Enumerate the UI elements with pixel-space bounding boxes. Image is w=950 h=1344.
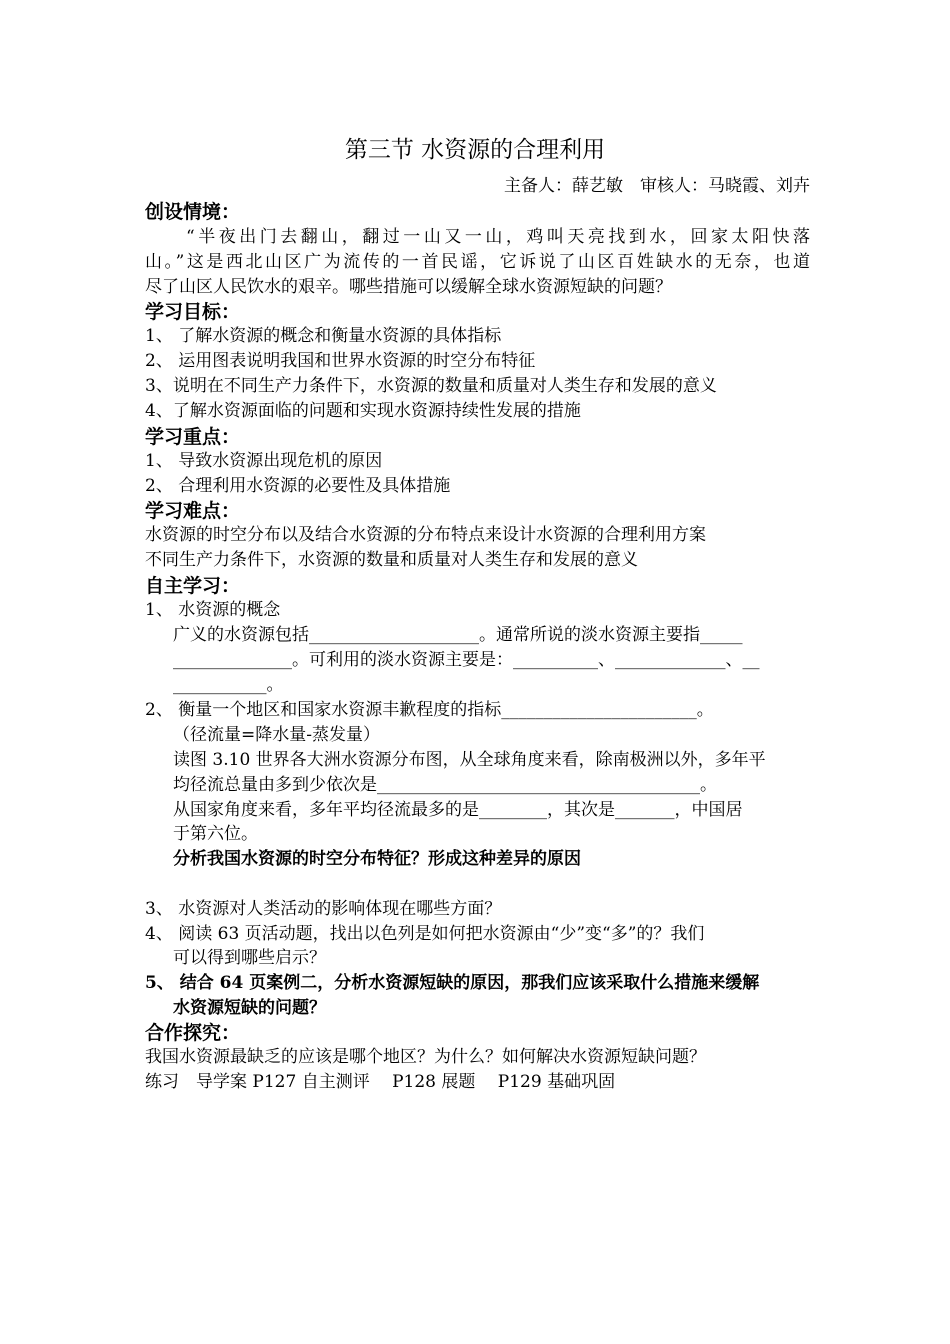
question-2-line-5: 于第六位。 <box>173 824 258 844</box>
question-4-line-2: 可以得到哪些启示？ <box>173 948 326 968</box>
question-2-line-3: 均径流总量由多到少依次是______________________________________。 <box>173 775 717 795</box>
cooperation-question: 我国水资源最缺乏的应该是哪个地区？为什么？如何解决水资源短缺问题？ <box>145 1047 706 1067</box>
question-2-line-4: 从国家角度来看，多年平均径流最多的是________，其次是_______，中国居 <box>173 800 743 820</box>
question-1: 1、 水资源的概念 <box>145 600 281 620</box>
question-5-line-2: 水资源短缺的问题？ <box>173 998 326 1018</box>
section-heading-cooperation: 合作探究： <box>145 1022 241 1044</box>
goal-item-4: 4、了解水资源面临的问题和实现水资源持续性发展的措施 <box>145 401 581 421</box>
question-2-line-2: 读图 3.10 世界各大洲水资源分布图，从全球角度来看，除南极洲以外，多年平 <box>173 750 766 770</box>
section-heading-scenario: 创设情境： <box>145 201 241 223</box>
keypoint-item-2: 2、 合理利用水资源的必要性及具体措施 <box>145 476 451 496</box>
authors-line: 主备人：薛艺敏 审核人：马晓霞、刘卉 <box>504 176 810 196</box>
difficulty-item-2: 不同生产力条件下，水资源的数量和质量对人类生存和发展的意义 <box>145 550 638 570</box>
question-2: 2、 衡量一个地区和国家水资源丰歉程度的指标_______________________。 <box>145 700 714 720</box>
question-2-analysis: 分析我国水资源的时空分布特征？形成这种差异的原因 <box>173 849 581 869</box>
keypoint-item-1: 1、 导致水资源出现危机的原因 <box>145 451 383 471</box>
question-3: 3、 水资源对人类活动的影响体现在哪些方面？ <box>145 899 502 919</box>
page-title: 第三节 水资源的合理利用 <box>344 137 606 163</box>
question-5: 5、 结合 64 页案例二，分析水资源短缺的原因，那我们应该采取什么措施来缓解 <box>145 973 760 993</box>
section-heading-difficulties: 学习难点： <box>145 500 241 522</box>
question-2-line-1: （径流量=降水量-蒸发量） <box>173 725 380 745</box>
question-4: 4、 阅读 63 页活动题，找出以色列是如何把水资源由“少”变“多”的？我们 <box>145 924 705 944</box>
section-heading-selfstudy: 自主学习： <box>145 575 241 597</box>
scenario-line-2: 山。”这是西北山区广为流传的一首民谣，它诉说了山区百姓缺水的无奈，也道 <box>145 252 810 272</box>
scenario-line-1: “半夜出门去翻山，翻过一山又一山，鸡叫天亮找到水，回家太阳快落 <box>145 227 810 247</box>
question-1-line-3: ___________。 <box>173 675 284 695</box>
section-heading-goals: 学习目标： <box>145 301 241 323</box>
goal-item-1: 1、 了解水资源的概念和衡量水资源的具体指标 <box>145 326 502 346</box>
practice-line: 练习 导学案 P127 自主测评 P128 展题 P129 基础巩固 <box>145 1072 616 1092</box>
difficulty-item-1: 水资源的时空分布以及结合水资源的分布特点来设计水资源的合理利用方案 <box>145 525 706 545</box>
goal-item-2: 2、 运用图表说明我国和世界水资源的时空分布特征 <box>145 351 536 371</box>
goal-item-3: 3、说明在不同生产力条件下，水资源的数量和质量对人类生存和发展的意义 <box>145 376 717 396</box>
question-1-line-2: ______________。可利用的淡水资源主要是：__________、_____________、__ <box>173 650 760 670</box>
section-heading-keypoints: 学习重点： <box>145 426 241 448</box>
scenario-line-3: 尽了山区人民饮水的艰辛。哪些措施可以缓解全球水资源短缺的问题？ <box>145 277 672 297</box>
question-1-line-1: 广义的水资源包括____________________。通常所说的淡水资源主要指_____ <box>173 625 743 645</box>
